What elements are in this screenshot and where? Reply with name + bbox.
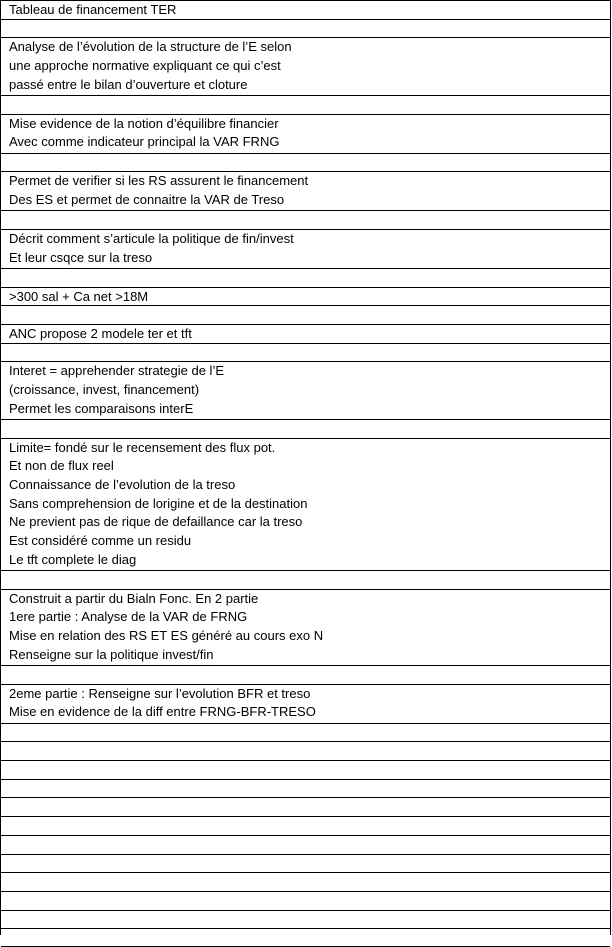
note-line: une approche normative expliquant ce qui c’est: [9, 58, 281, 74]
note-line: Construit a partir du Bialn Fonc. En 2 partie: [9, 590, 259, 606]
note-line: Et leur csqce sur la treso: [9, 249, 153, 265]
note-line: Et non de flux reel: [9, 458, 114, 474]
note-cell: [1, 229, 610, 268]
note-cell: [1, 324, 610, 343]
empty-cell: [1, 305, 610, 324]
note-line: Le tft complete le diag: [9, 551, 137, 567]
empty-cell: [1, 665, 610, 684]
note-line: Analyse de l’évolution de la structure de l’E selon: [9, 39, 292, 55]
empty-cell: [1, 910, 610, 929]
note-line: 1ere partie : Analyse de la VAR de FRNG: [9, 609, 248, 625]
note-cell: [1, 684, 610, 723]
note-line: Est considéré comme un residu: [9, 533, 192, 549]
note-line: Limite= fondé sur le recensement des flux pot.: [9, 439, 276, 455]
empty-cell: [1, 816, 610, 835]
note-line: Mise evidence de la notion d’équilibre financier: [9, 115, 279, 131]
empty-cell: [1, 872, 610, 891]
empty-cell: [1, 854, 610, 873]
empty-cell: [1, 419, 610, 438]
note-line: Ne previent pas de rique de defaillance car la treso: [9, 514, 303, 530]
empty-cell: [1, 760, 610, 779]
note-line: Tableau de financement TER: [9, 2, 177, 17]
note-line: Connaissance de l’evolution de la treso: [9, 476, 236, 492]
note-cell: [1, 361, 610, 419]
empty-cell: [1, 570, 610, 589]
note-line: Décrit comment s’articule la politique de fin/invest: [9, 230, 294, 246]
note-line: Mise en relation des RS ET ES généré au cours exo N: [9, 628, 324, 644]
empty-cell: [1, 835, 610, 854]
empty-cell: [1, 153, 610, 172]
empty-cell: [1, 797, 610, 816]
note-line: Interet = apprehender strategie de l’E: [9, 363, 225, 379]
note-line: Mise en evidence de la diff entre FRNG-BFR-TRESO: [9, 704, 316, 720]
note-line: 2eme partie : Renseigne sur l’evolution BFR et treso: [9, 685, 311, 701]
empty-cell: [1, 928, 610, 947]
note-line: Renseigne sur la politique invest/fin: [9, 646, 214, 662]
empty-cell: [1, 19, 610, 38]
note-line: >300 sal + Ca net >18M: [9, 288, 149, 304]
empty-cell: [1, 343, 610, 362]
empty-cell: [1, 723, 610, 742]
note-cell: [1, 171, 610, 210]
note-line: ANC propose 2 modele ter et tft: [9, 325, 192, 341]
empty-cell: [1, 268, 610, 287]
empty-cell: [1, 891, 610, 910]
empty-cell: [1, 741, 610, 760]
note-cell: [1, 0, 610, 19]
note-line: passé entre le bilan d’ouverture et cloture: [9, 76, 248, 92]
note-line: (croissance, invest, financement): [9, 381, 200, 397]
empty-cell: [1, 779, 610, 798]
note-line: Des ES et permet de connaitre la VAR de Treso: [9, 191, 285, 207]
note-cell: [1, 37, 610, 95]
note-line: Avec comme indicateur principal la VAR FRNG: [9, 134, 280, 150]
empty-cell: [1, 210, 610, 229]
empty-cell: [1, 95, 610, 114]
note-cell: [1, 287, 610, 306]
note-cell: [1, 438, 610, 570]
note-line: Permet les comparaisons interE: [9, 400, 194, 416]
note-cell: [1, 114, 610, 153]
note-cell: [1, 589, 610, 665]
note-line: Permet de verifier si les RS assurent le financement: [9, 173, 309, 189]
note-line: Sans comprehension de lorigine et de la destination: [9, 495, 308, 511]
